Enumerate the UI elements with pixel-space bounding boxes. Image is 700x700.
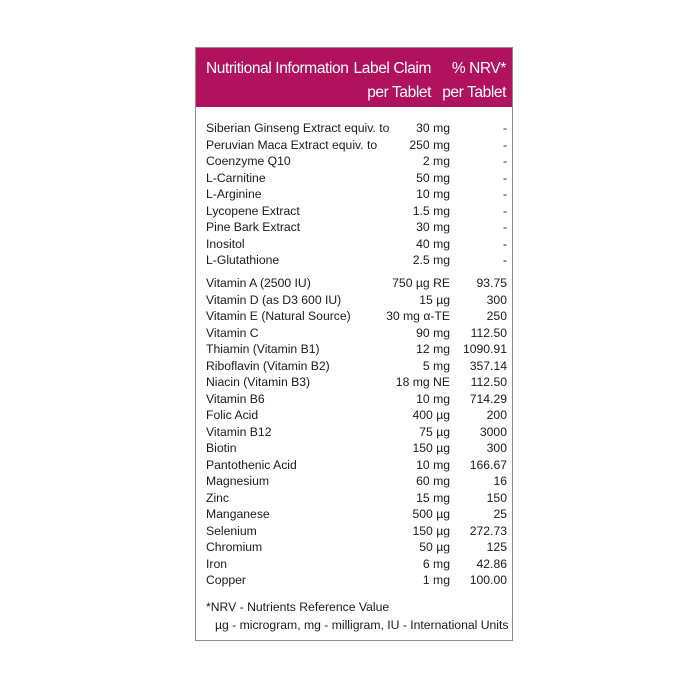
- ingredient-name: Magnesium: [206, 474, 269, 488]
- header-label-claim-sub: per Tablet: [367, 84, 431, 101]
- table-row: [196, 523, 512, 540]
- label-claim-value: 2.5 mg: [412, 253, 450, 267]
- table-row: [196, 341, 512, 358]
- table-row: [196, 407, 512, 424]
- ingredient-name: Siberian Ginseng Extract equiv. to: [206, 121, 390, 135]
- table-row: [196, 490, 512, 507]
- nrv-value: 272.73: [469, 523, 507, 538]
- table-row: [196, 539, 512, 556]
- ingredient-name: Copper: [206, 573, 246, 587]
- ingredient-name: L-Glutathione: [206, 253, 280, 267]
- label-claim-value: 750 µg RE: [392, 276, 450, 290]
- nrv-value: 166.67: [469, 457, 507, 472]
- ingredient-name: Pine Bark Extract: [206, 220, 301, 234]
- table-row: [196, 120, 512, 137]
- label-claim-value: 40 mg: [416, 236, 450, 251]
- label-claim-value: 10 mg: [416, 187, 450, 201]
- label-claim-value: 15 µg: [419, 292, 450, 307]
- nrv-value: 300: [486, 441, 507, 455]
- nrv-value: 3000: [479, 424, 507, 439]
- nrv-value: 100.00: [469, 573, 507, 587]
- nrv-value: -: [502, 236, 507, 251]
- label-claim-value: 15 mg: [416, 490, 450, 505]
- table-row: [196, 308, 512, 325]
- table-row: [196, 236, 512, 253]
- ingredient-group-botanicals: [196, 120, 512, 269]
- nrv-value: 112.50: [470, 325, 507, 340]
- table-row: [196, 292, 512, 309]
- label-claim-value: 1.5 mg: [412, 203, 450, 218]
- table-row: [196, 186, 512, 203]
- ingredient-name: L-Carnitine: [206, 170, 266, 185]
- nrv-value: -: [502, 137, 507, 152]
- ingredient-name: Inositol: [206, 236, 245, 251]
- nutrition-panel: [195, 47, 513, 641]
- ingredient-name: Chromium: [206, 540, 263, 554]
- ingredient-name: Vitamin D (as D3 600 IU): [206, 292, 342, 307]
- table-row: [196, 506, 512, 523]
- ingredient-name: Biotin: [206, 441, 237, 455]
- nrv-value: -: [502, 203, 507, 218]
- ingredient-name: Vitamin B6: [206, 391, 265, 406]
- table-row: [196, 170, 512, 187]
- table-row: [196, 473, 512, 490]
- header-nrv: % NRV*: [451, 60, 506, 77]
- ingredient-group-vitamins-minerals: [196, 275, 512, 589]
- label-claim-value: 1 mg: [422, 573, 450, 587]
- footnote-units: µg - microgram, mg - milligram, IU - International Units: [215, 618, 509, 632]
- nrv-value: 250: [486, 309, 507, 323]
- label-claim-value: 500 µg: [412, 507, 450, 521]
- table-row: [196, 153, 512, 170]
- ingredient-name: Thiamin (Vitamin B1): [206, 342, 320, 356]
- nrv-value: 150: [486, 490, 507, 505]
- label-claim-value: 30 mg: [416, 121, 450, 135]
- table-row: [196, 424, 512, 441]
- header-label-claim: Label Claim: [353, 60, 431, 77]
- nrv-value: -: [502, 187, 507, 201]
- table-row: [196, 137, 512, 154]
- nrv-value: 16: [493, 474, 507, 488]
- ingredient-name: Manganese: [206, 507, 270, 521]
- table-row: [196, 275, 512, 292]
- ingredient-name: Niacin (Vitamin B3): [206, 375, 311, 389]
- label-claim-value: 150 µg: [412, 523, 450, 538]
- table-row: [196, 440, 512, 457]
- nrv-value: 112.50: [470, 375, 507, 389]
- ingredient-name: Lycopene Extract: [206, 203, 300, 218]
- label-claim-value: 50 µg: [419, 540, 450, 554]
- label-claim-value: 10 mg: [416, 457, 450, 472]
- label-claim-value: 2 mg: [422, 154, 450, 168]
- nrv-value: 42.86: [476, 556, 507, 571]
- label-claim-value: 10 mg: [416, 391, 450, 406]
- label-claim-value: 6 mg: [422, 556, 450, 571]
- ingredient-name: Folic Acid: [206, 408, 259, 422]
- label-claim-value: 250 mg: [409, 137, 450, 152]
- label-claim-value: 150 µg: [412, 441, 450, 455]
- label-claim-value: 90 mg: [416, 325, 450, 340]
- nrv-value: -: [502, 154, 507, 168]
- nrv-value: 357.14: [469, 358, 507, 373]
- ingredient-name: Vitamin B12: [206, 424, 272, 439]
- label-claim-value: 30 mg: [416, 220, 450, 234]
- footnote-nrv: *NRV - Nutrients Reference Value: [206, 600, 390, 614]
- header-nrv-sub: per Tablet: [442, 84, 506, 101]
- nrv-value: 125: [486, 540, 507, 554]
- table-row: [196, 556, 512, 573]
- table-row: [196, 391, 512, 408]
- label-claim-value: 12 mg: [416, 342, 450, 356]
- label-claim-value: 18 mg NE: [395, 375, 450, 389]
- table-row: [196, 252, 512, 269]
- label-claim-value: 60 mg: [416, 474, 450, 488]
- table-row: [196, 457, 512, 474]
- ingredient-name: Vitamin A (2500 IU): [206, 276, 311, 290]
- nrv-value: -: [502, 220, 507, 234]
- table-row: [196, 325, 512, 342]
- table-header: [196, 48, 512, 107]
- label-claim-value: 30 mg α-TE: [386, 309, 450, 323]
- table-row: [196, 219, 512, 236]
- label-claim-value: 50 mg: [416, 170, 450, 185]
- ingredient-name: Peruvian Maca Extract equiv. to: [206, 137, 378, 152]
- table-row: [196, 374, 512, 391]
- ingredient-name: Selenium: [206, 523, 257, 538]
- table-row: [196, 358, 512, 375]
- ingredient-name: Coenzyme Q10: [206, 154, 291, 168]
- nrv-value: 300: [486, 292, 507, 307]
- ingredient-name: Vitamin E (Natural Source): [206, 309, 351, 323]
- ingredient-name: Pantothenic Acid: [206, 457, 297, 472]
- ingredient-name: Vitamin C: [206, 325, 259, 340]
- label-claim-value: 75 µg: [419, 424, 450, 439]
- table-row: [196, 572, 512, 589]
- nrv-value: 93.75: [476, 276, 507, 290]
- nrv-value: -: [502, 253, 507, 267]
- nrv-value: -: [502, 121, 507, 135]
- table-row: [196, 203, 512, 220]
- header-name: Nutritional Information: [206, 60, 349, 77]
- nrv-value: 714.29: [469, 391, 507, 406]
- nrv-value: 200: [486, 408, 507, 422]
- nrv-value: -: [502, 170, 507, 185]
- ingredient-name: Zinc: [206, 490, 230, 505]
- ingredient-name: L-Arginine: [206, 187, 262, 201]
- nrv-value: 25: [493, 507, 507, 521]
- nrv-value: 1090.91: [462, 342, 507, 356]
- label-claim-value: 5 mg: [422, 358, 450, 373]
- ingredient-name: Riboflavin (Vitamin B2): [206, 358, 330, 373]
- label-claim-value: 400 µg: [412, 408, 450, 422]
- ingredient-name: Iron: [206, 556, 228, 571]
